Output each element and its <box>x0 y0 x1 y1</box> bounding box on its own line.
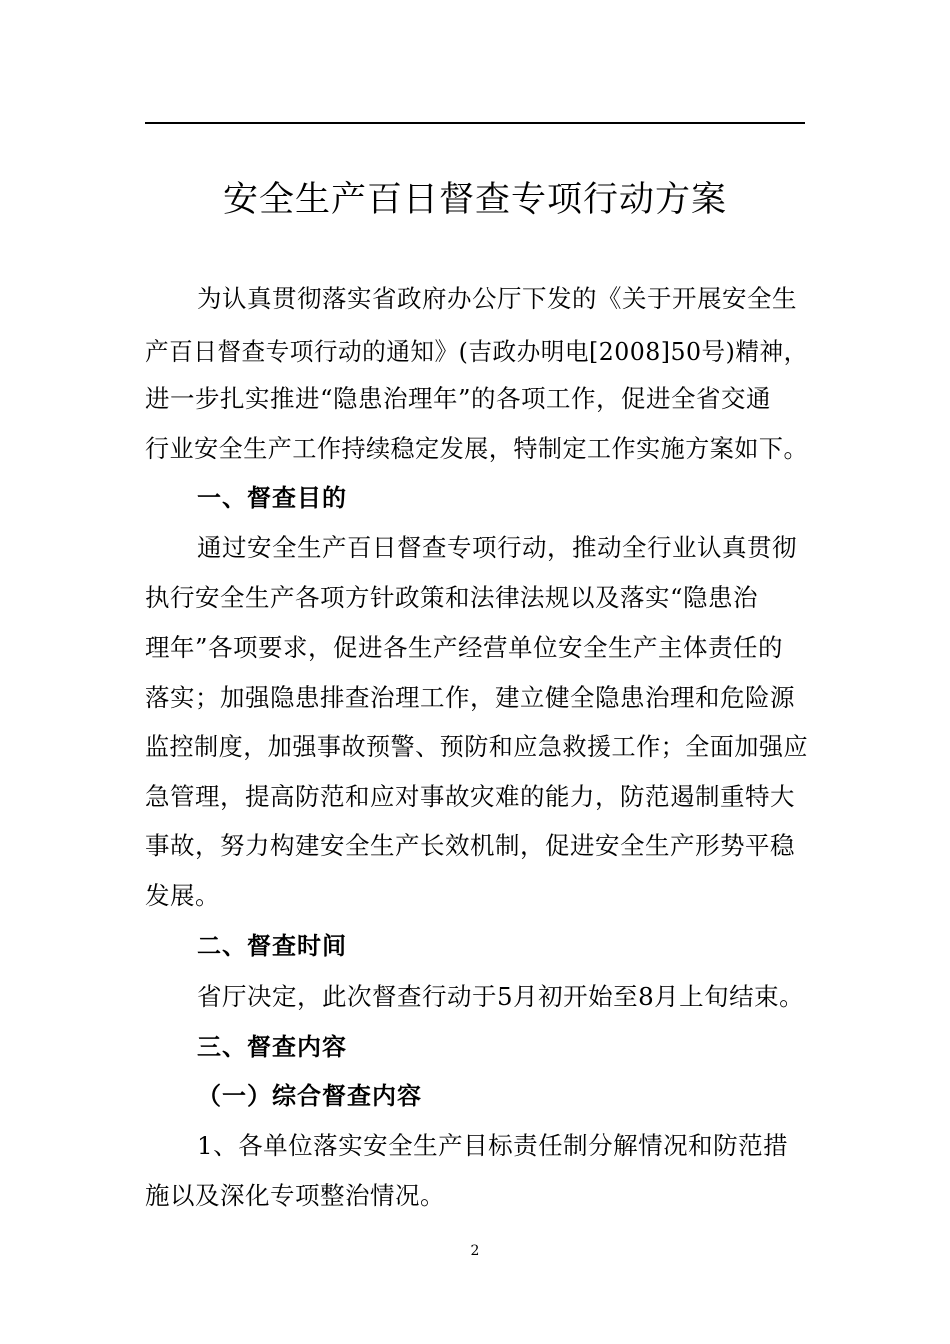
section-1-line-5: 监控制度，加强事故预警、预防和应急救援工作；全面加强应 <box>145 732 808 761</box>
intro-line-1: 为认真贯彻落实省政府办公厅下发的《关于开展安全生 <box>197 284 797 313</box>
intro-line-4: 行业安全生产工作持续稳定发展，特制定工作实施方案如下。 <box>145 434 808 463</box>
section-1-heading: 一、督查目的 <box>197 484 347 512</box>
document-title: 安全生产百日督查专项行动方案 <box>222 180 727 220</box>
header-rule <box>145 122 805 124</box>
subsection-1-heading: （一）综合督查内容 <box>197 1082 422 1110</box>
section-1-line-3: 理年”各项要求，促进各生产经营单位安全生产主体责任的 <box>145 633 784 662</box>
section-1-line-1: 通过安全生产百日督查专项行动，推动全行业认真贯彻 <box>197 533 797 562</box>
section-1-line-7: 事故，努力构建安全生产长效机制，促进安全生产形势平稳 <box>145 831 795 860</box>
item-1-line-1: 1、各单位落实安全生产目标责任制分解情况和防范措 <box>197 1131 789 1160</box>
section-2-heading: 二、督查时间 <box>197 932 347 960</box>
section-1-line-4: 落实；加强隐患排查治理工作，建立健全隐患治理和危险源 <box>145 683 795 712</box>
intro-line-2: 产百日督查专项行动的通知》(吉政办明电[2008]50号)精神， <box>145 337 808 366</box>
section-1-line-2: 执行安全生产各项方针政策和法律法规以及落实“隐患治 <box>145 583 759 612</box>
page-number: 2 <box>470 1243 480 1259</box>
section-1-line-8: 发展。 <box>145 881 220 910</box>
section-1-line-6: 急管理，提高防范和应对事故灾难的能力，防范遏制重特大 <box>145 782 795 811</box>
intro-line-3: 进一步扎实推进“隐患治理年”的各项工作，促进全省交通 <box>145 384 772 413</box>
section-2-line: 省厅决定，此次督查行动于5月初开始至8月上旬结束。 <box>197 982 805 1011</box>
section-3-heading: 三、督查内容 <box>197 1033 347 1061</box>
item-1-line-2: 施以及深化专项整治情况。 <box>145 1181 445 1210</box>
